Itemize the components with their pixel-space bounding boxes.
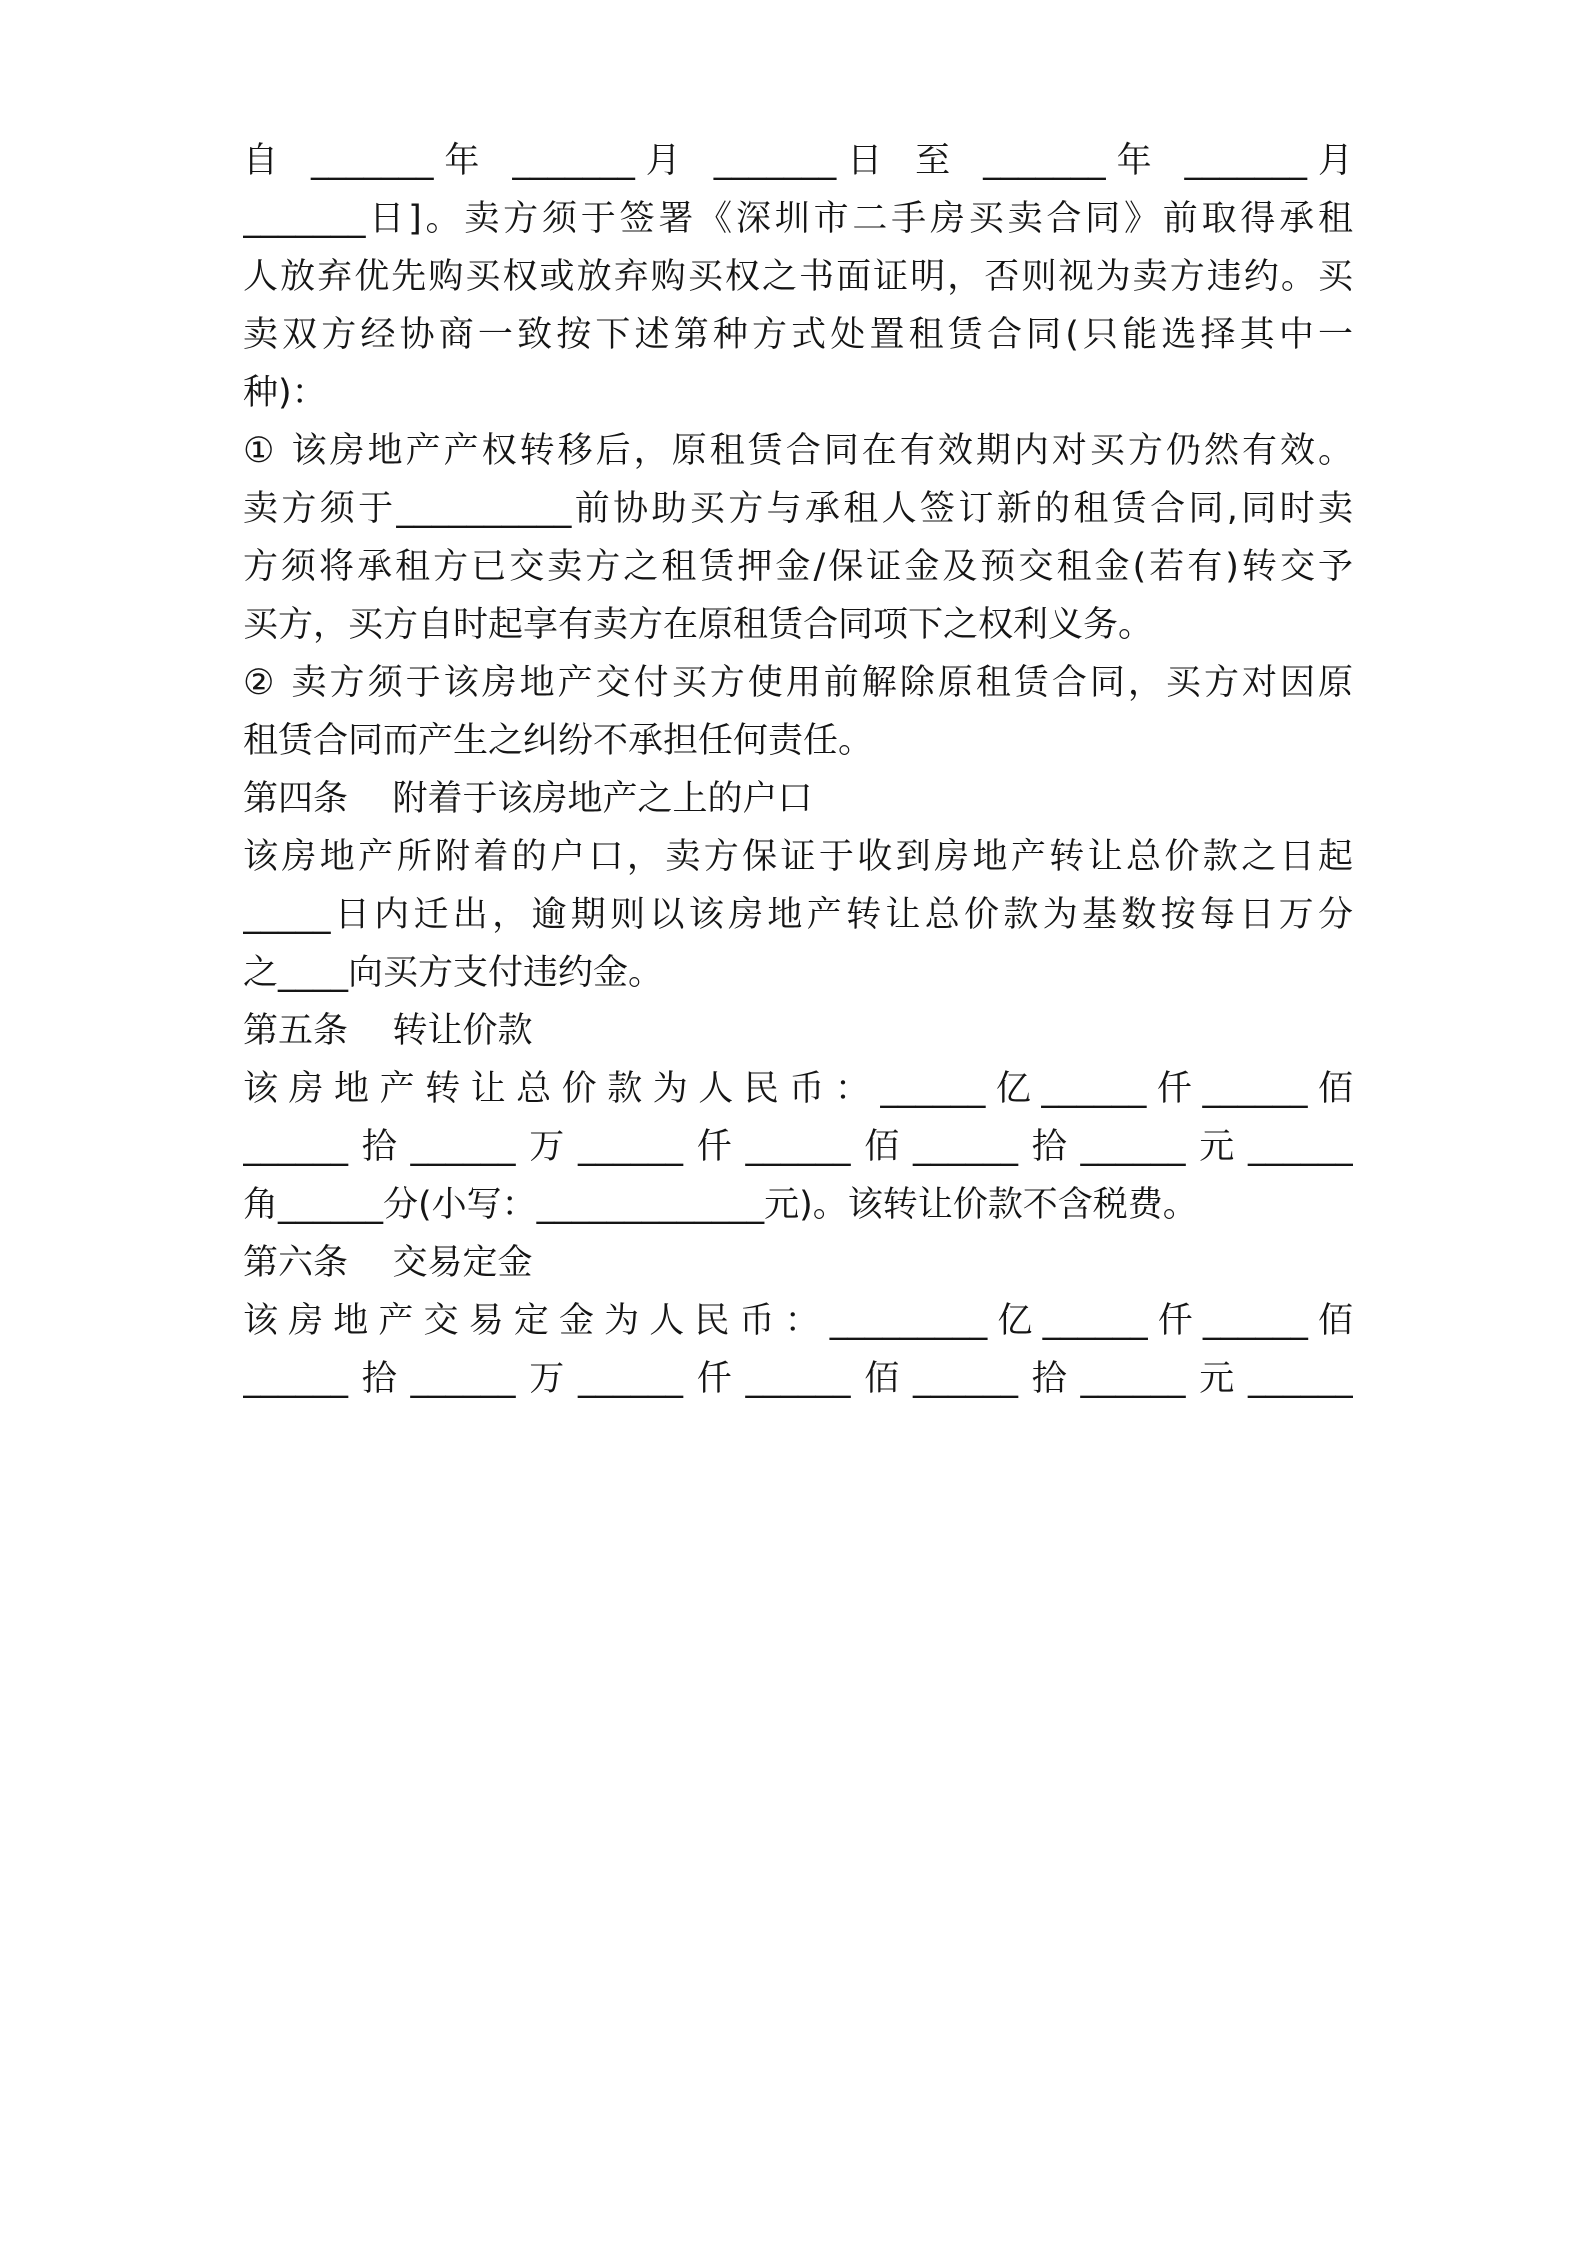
text-line-13: 该房地产所附着的户口，卖方保证于收到房地产转让总价款之日起 [243, 837, 1353, 877]
text-line-9: 买方，买方自时起享有卖方在原租赁合同项下之权利义务。 [243, 605, 1154, 645]
text-line-4: 卖双方经协商一致按下述第种方式处置租赁合同(只能选择其中一 [243, 315, 1353, 355]
text-line-22: ______拾______万______仟______佰______拾______元______ [243, 1359, 1353, 1399]
text-line-14: _____日内迁出，逾期则以该房地产转让总价款为基数按每日万分 [243, 895, 1353, 935]
text-line-7: 卖方须于__________前协助买方与承租人签订新的租赁合同,同时卖 [243, 489, 1353, 529]
text-line-21: 该房地产交易定金为人民币：_________亿______仟______佰 [243, 1301, 1353, 1341]
text-line-17: 该房地产转让总价款为人民币：______亿______仟______佰 [243, 1069, 1353, 1109]
text-line-3: 人放弃优先购买权或放弃购买权之书面证明，否则视为卖方违约。买 [243, 257, 1353, 297]
text-line-18: ______拾______万______仟______佰______拾______元______ [243, 1127, 1353, 1167]
text-line-10: ② 卖方须于该房地产交付买方使用前解除原租赁合同，买方对因原 [243, 663, 1353, 703]
article-heading-4: 第四条 附着于该房地产之上的户口 [243, 779, 813, 819]
text-line-8: 方须将承租方已交卖方之租赁押金/保证金及预交租金(若有)转交予 [243, 547, 1353, 587]
text-line-2: _______日]。卖方须于签署《深圳市二手房买卖合同》前取得承租 [243, 199, 1353, 239]
text-line-6: ① 该房地产产权转移后，原租赁合同在有效期内对买方仍然有效。 [243, 431, 1353, 471]
text-line-11: 租赁合同而产生之纠纷不承担任何责任。 [243, 721, 874, 761]
text-line-1: 自 _______年 _______月 _______日 至 _______年 _______月 [243, 141, 1353, 181]
article-heading-6: 第六条 交易定金 [243, 1243, 533, 1283]
text-line-15: 之____向买方支付违约金。 [243, 953, 664, 993]
article-heading-5: 第五条 转让价款 [243, 1011, 533, 1051]
text-line-19: 角______分(小写：_____________元)。该转让价款不含税费。 [243, 1185, 1198, 1225]
text-line-5: 种)： [243, 373, 327, 413]
